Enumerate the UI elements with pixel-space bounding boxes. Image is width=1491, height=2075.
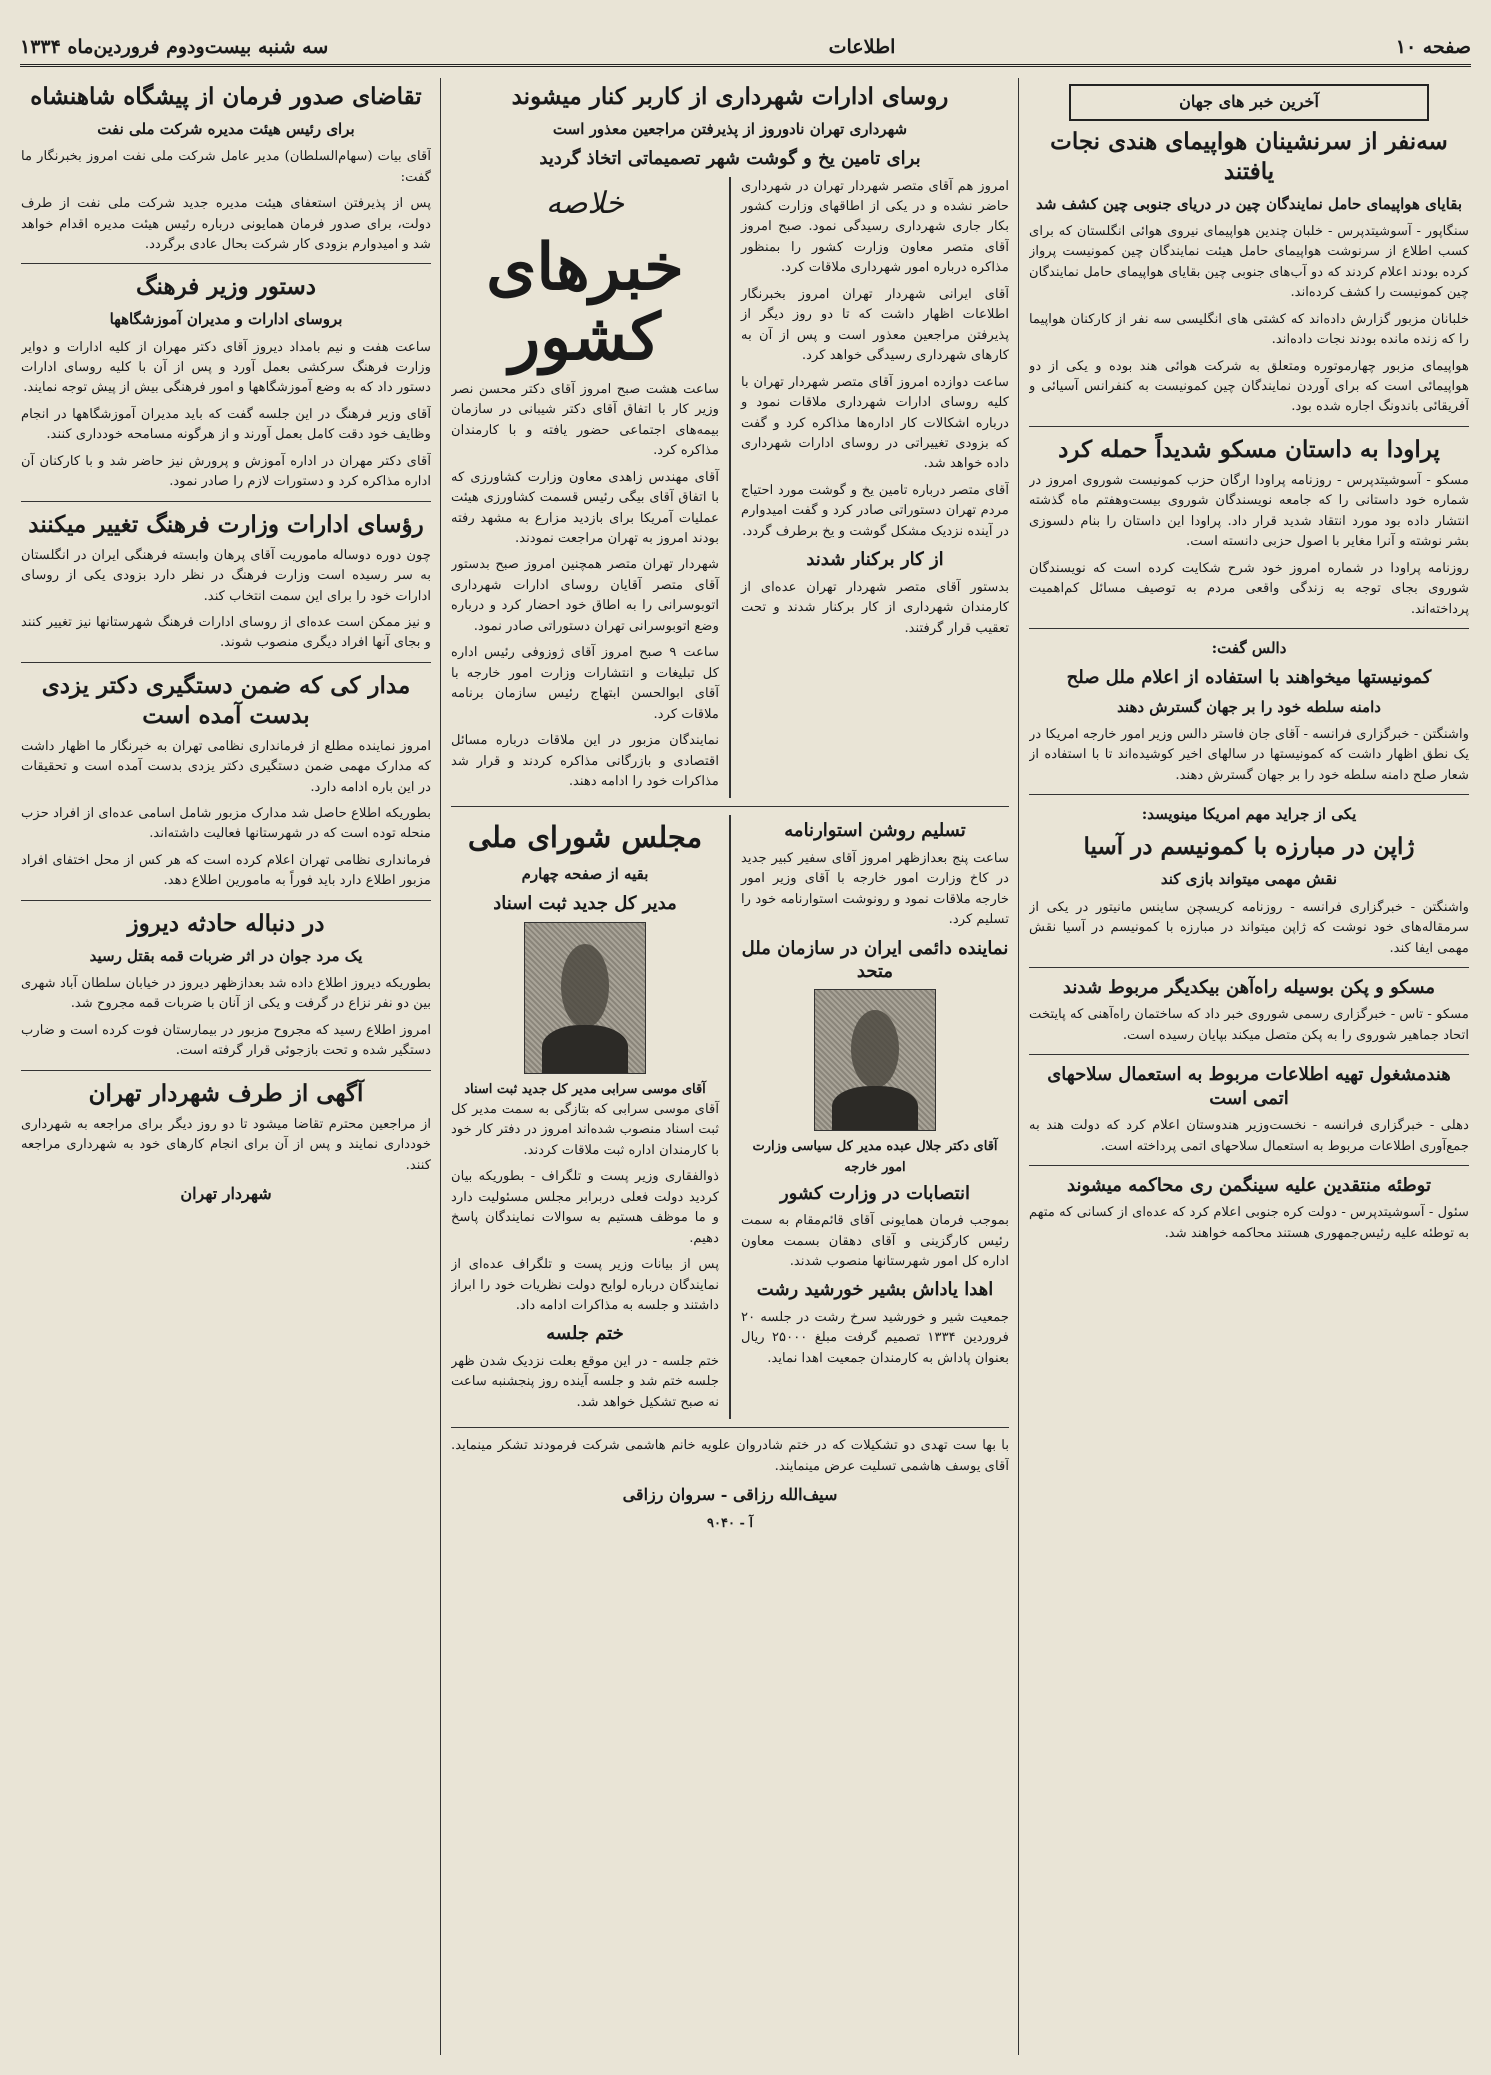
article-paragraph: مسکو - تاس - خبرگزاری رسمی شوروی خبر داد که ساختمان راه‌آهنی که پایتخت اتحاد جماهیر شوروی را به پکن متصل میکند بپایان رسیده است. [1029,1007,1469,1043]
article-paragraph: جمعیت شیر و خورشید سرخ رشت در جلسه ۲۰ فروردین ۱۳۳۴ تصمیم گرفت مبلغ ۲۵۰۰۰ ریال بعنوان پاداش به کارمندان جمعیت اهدا نماید. [741,1309,1009,1366]
article-paragraph: روزنامه پراودا در شماره امروز خود شرح شکایت کرده است که نویسندگان شوروی بجای توجه به زندگی واقعی مردم به توصیف مسائل کم‌اهمیت پرداخته‌اند. [1029,560,1469,617]
article-paragraph: ختم جلسه - در این موقع بعلت نزدیک شدن ظهر جلسه ختم شد و جلسه آینده روز پنجشنبه ساعت نه صبح تشکیل خواهد شد. [451,1353,719,1410]
inner-rule [729,815,731,1419]
article-paragraph: ذوالفقاری وزیر پست و تلگراف - بطوریکه بیان کردید دولت فعلی دربرابر مجلس مسئولیت دارد و ما موظف هستیم به سوالات نمایندگان پاسخ دهیم. [451,1169,719,1246]
article-paragraph: مسکو - آسوشیتدپرس - روزنامه پراودا ارگان حزب کمونیست شوروی امروز در شماره خود داستانی را که جامعه نویسندگان شوروی بیست‌وهفتم ماه گذشته انتشار داده بود مورد انتقاد شدید قرار داد. پراودا این داستان را بنام دلسوزی بشر نوشته و آنرا مغایر با اصول حزبی دانسته است. [1029,472,1469,550]
headline-indian-plane: سه‌نفر از سرنشینان هواپیمای هندی نجات یافتند [1050,127,1448,185]
headline-un-representative: نماینده دائمی ایران در سازمان ملل متحد [741,937,1009,983]
mayor-signature: شهردار تهران [180,1184,272,1204]
kicker-american-paper: یکی از جراید مهم امریکا مینویسد: [1141,805,1357,824]
divider [21,263,431,264]
headline-majlis: مجلس شورای ملی [467,820,703,855]
headline-session-end: ختم جلسه [546,1323,624,1345]
headline-credentials: تسلیم روشن استوارنامه [784,820,966,842]
headline-yesterday-incident: در دنباله حادثه دیروز [127,909,325,937]
continued-from-page-four: بقیه از صفحه چهارم [521,865,649,884]
article-paragraph: فرمانداری نظامی تهران اعلام کرده است که هر کس از محل اختفای افراد مزبور اطلاع دارد باید فوراً به مامورین اطلاع دهد. [21,852,431,889]
article-paragraph: بطوریکه دیروز اطلاع داده شد بعدازظهر دیروز در خیابان سلطان آباد شهری بین دو نفر نزاع در گرفت و یکی از آنان با ضربات قمه مجروح شد. [21,975,431,1012]
notice-code: آ - ۹۰۴۰ [707,1515,753,1531]
column-rule [440,78,441,2055]
headline-pravda: پراودا به داستان مسکو شدیداً حمله کرد [1058,435,1440,463]
article-paragraph: ساعت دوازده امروز آقای متصر شهردار تهران با کلیه روسای ادارات شهرداری ملاقات نمود و درباره اشکالات کار اداره‌ها مذاکره کرد و گفت که بزودی تغییراتی در روسای ادارات شهرداری داده خواهد شد. [741,374,1009,472]
column-rule [1018,78,1019,2055]
divider [1029,794,1469,795]
country-news-summary [451,177,719,799]
divider [1029,426,1469,427]
municipality-article [741,177,1009,799]
column-domestic-news [21,78,431,2055]
kicker-dulles: دالس گفت: [1211,638,1287,657]
article-paragraph: سنگاپور - آسوشیتدپرس - خلبان چندین هواپیمای نیروی هوائی انگلستان که برای کسب اطلاع از سرنوشت هواپیمای حامل هیئت نمایندگان چین کمونیست پرواز کرده بودند اعلام کردند که دو آب‌های جنوبی چین بقایای هواپیمای حامل نمایندگان چین کمونیست را کشف کرده‌اند. [1029,223,1469,301]
headline-interior-appointments: انتصابات در وزارت کشور [779,1182,971,1204]
article-paragraph: بموجب فرمان همایونی آقای قائم‌مقام به سمت رئیس کارگزینی و آقای دهقان بسمت معاون اداره کل امور شهرستانها منصوب شدند. [741,1213,1009,1269]
summary-label: خلاصه [545,185,624,221]
article-paragraph: ساعت هشت صبح امروز آقای دکتر محسن نصر وزیر کار با اتفاق آقای دکتر شیبانی در سازمان بیمه‌های اجتماعی حضور یافته و با کارمندان مذاکره کرد. [451,381,719,459]
divider [1029,1054,1469,1055]
article-paragraph: ساعت هفت و نیم بامداد دیروز آقای دکتر مهران از کلیه ادارات و دوایر وزارت فرهنگ سرکشی بعمل آورد و پس از آن با کلیه روسای ادارات دستور داد که به وضع آموزشگاهها و امور فرهنگی بیش از پیش توجه نمایند. [21,339,431,396]
page-number: صفحه ۱۰ [1395,36,1471,58]
headline-culture-minister: دستور وزیر فرهنگ [135,273,317,301]
subheadline-communists: دامنه سلطه خود را بر جهان گسترش دهند [1117,697,1381,716]
inner-rule [729,177,731,799]
article-paragraph: آقای متصر درباره تامین یخ و گوشت مورد احتیاج مردم تهران دستوراتی صادر کرد و گفت امیدوارم در آینده نزدیک مشکل گوشت و یخ برطرف گردد. [741,482,1009,539]
divider [21,501,431,502]
article-paragraph: ساعت ۹ صبح امروز آقای ژوزوفی رئیس اداره کل تبلیغات و انتشارات وزارت امور خارجه با آقای ابوالحسن ابتهاج رئیس سازمان برنامه ملاقات کرد. [451,645,720,722]
divider [21,900,431,901]
subheadline-oil-company: برای رئیس هیئت مدیره شرکت ملی نفت [97,119,355,138]
notice-signature: سیف‌الله رزاقی - سروان رزاقی [622,1485,838,1505]
article-paragraph: آقای ایرانی شهردار تهران امروز بخبرنگار اطلاعات اظهار داشت که تا دو روز دیگر از پذیرفتن مراجعین معذور است و پس از آن به کارهای شهرداری رسیدگی خواهد کرد. [741,286,1009,364]
subheadline-school-directors: بروسای ادارات و مدیران آموزشگاهها [109,310,343,329]
article-paragraph: سئول - آسوشیتدپرس - دولت کره جنوبی اعلام کرد که عده‌ای از کسانی که متهم به توطئه علیه رئیس‌جمهوری هستند محاکمه خواهند شد. [1029,1205,1469,1241]
foreign-ministry-news [741,815,1009,1419]
divider [21,1070,431,1071]
article-paragraph: ساعت پنج بعدازظهر امروز آقای سفیر کبیر جدید در کاخ وزارت امور خارجه با آقای وزیر امور خارجه ملاقات نمود و رونوشت استوارنامه خود را تسلیم کرد. [741,850,1009,928]
article-paragraph: پس از پذیرفتن استعفای هیئت مدیره جدید شرکت ملی نفت از طرف دولت، برای صدور فرمان همایونی درباره رئیس هیئت مدیره اقدام خواهد شد و امیدوارم بزودی کار شرکت بحال عادی برگردد. [21,196,431,252]
headline-mayor-notice: آگهی از طرف شهردار تهران [88,1079,364,1107]
divider [1029,967,1469,968]
article-paragraph: چون دوره دوساله ماموریت آقای پرهان وابسته فرهنگی ایران در انگلستان به سر رسیده است وزارت فرهنگ در نظر دارد بزودی یکی از روسای ادارات خود را برای این سمت انتخاب کند. [21,547,431,604]
photo-caption-sarabi: آقای موسی سرابی مدیر کل جدید ثبت اسناد [464,1081,706,1097]
headline-japan: ژاپن در مبارزه با کمونیسم در آسیا [1083,833,1415,861]
article-paragraph: پس از بیانات وزیر پست و تلگراف عده‌ای از نمایندگان درباره لوایح دولت نظریات خود را ابراز داشتند و جلسه به مذاکرات ادامه داد. [451,1257,719,1313]
article-paragraph: آقای موسی سرابی که بتازگی به سمت مدیر کل ثبت اسناد منصوب شده‌اند امروز در دفتر کار خود با کارمندان اداره ثبت ملاقات کردند. [451,1101,719,1158]
photo-caption-abdoh: آقای دکتر جلال عبده مدیر کل سیاسی وزارت امور خارجه [752,1139,998,1175]
divider [1029,1165,1469,1166]
article-paragraph: واشنگتن - خبرگزاری فرانسه - آقای جان فاستر دالس وزیر امور خارجه امریکا در یک نطق اظهار داشت که کمونیستها در سالهای اخیر کوشیده‌اند تا با استفاده از شعار صلح دامنه سلطه خود را بر جهان گسترش دهند. [1029,726,1469,783]
headline-royal-decree: تقاضای صدور فرمان از پیشگاه شاهنشاه [30,83,422,110]
article-paragraph: آقای دکتر مهران در اداره آموزش و پرورش نیز حاضر شد و با کارکنان آن اداره مذاکره کرد و دستورات لازم را صادر نمود. [21,453,431,490]
divider [1029,628,1469,629]
majlis-report [451,815,719,1419]
divider [451,806,1009,807]
paper-name: اطلاعات [828,36,896,58]
headline-communists-peace: کمونیستها میخواهند با استفاده از اعلام ملل صلح [1066,667,1432,689]
divider [451,1427,1009,1428]
headline-yazdi-documents: مدار کی که ضمن دستگیری دکتر یزدی بدست آمده است [41,671,411,729]
article-paragraph: امروز اطلاع رسید که مجروح مزبور در بیمارستان فوت کرده است و ضارب دستگیر شده و تحت بازجوئی قرار گرفته است. [21,1022,431,1059]
article-paragraph: و نیز ممکن است عده‌ای از روسای ادارات فرهنگ شهرستانها نیز تغییر کنند و بجای آنها افراد دیگری منصوب شوند. [21,614,431,651]
country-news-title: خبرهای کشور [486,230,684,376]
column-city-news [451,78,1009,2055]
section-box-world-news: آخرین خبر های جهان [1069,84,1429,121]
headline-moscow-peking-rail: مسکو و پکن بوسیله راه‌آهن بیکدیگر مربوط شدند [1062,976,1436,998]
portrait-photo-abdoh [814,989,936,1131]
article-paragraph: دهلی - خبرگزاری فرانسه - نخست‌وزیر هندوستان اعلام کرد که دولت هند به جمع‌آوری اطلاعات مربوط به استعمال سلاحهای اتمی پرداخته است. [1029,1118,1469,1154]
article-paragraph: آقای وزیر فرهنگ در این جلسه گفت که باید مدیران آموزشگاهها در انجام وظایف خود دقت کامل بعمل آورند و از هرگونه مسامحه خودداری کنند. [21,406,431,443]
article-paragraph: هواپیمای مزبور چهارموتوره ومتعلق به شرکت هوائی هند بوده و یکی از دو هواپیمائی است که برای آوردن نمایندگان چین کمونیست به کنفرانس آسیائی و آفریقائی باندونگ اجاره شده بود. [1029,358,1469,415]
subheadline-municipality: شهرداری تهران نادوروز از پذیرفتن مراجعین معذور است [552,119,908,138]
article-paragraph: آقای بیات (سهام‌السلطان) مدیر عامل شرکت ملی نفت امروز بخبرنگار ما گفت: [21,149,431,185]
divider [21,662,431,663]
article-paragraph: نمایندگان مزبور در این ملاقات درباره مسائل اقتصادی و بازرگانی مذاکره کردند و قرار شد مذاکرات خود را ادامه دهند. [451,733,719,789]
headline-dismissed: از کار برکنار شدند [806,549,944,571]
article-paragraph: واشنگتن - خبرگزاری فرانسه - روزنامه کریسچن ساینس مانیتور در یکی از سرمقاله‌های خود نوشت که ژاپن میتواند در مبارزه با کمونیسم در آسیا نقش مهمی ایفا کند. [1029,899,1469,956]
article-paragraph: آقای مهندس زاهدی معاون وزارت کشاورزی که با اتفاق آقای بیگی رئیس قسمت کشاورزی هیئت عملیات آمریکا برای بازدید مزارع به مشهد رفته بودند امروز به تهران مراجعت نمودند. [451,469,719,546]
article-paragraph: از مراجعین محترم تقاضا میشود تا دو روز دیگر برای مراجعه به شهرداری خودداری نمایند و پس از آن برای انجام کارهای خود به شهرداری مراجعه کنند. [21,1116,431,1173]
center-bottom-row [451,815,1009,1419]
center-top-row [451,177,1009,799]
article-paragraph: امروز نماینده مطلع از فرمانداری نظامی تهران به خبرنگار ما اظهار داشت که مدارک مهمی ضمن دستگیری دکتر یزدی بدست آمده است و تحقیقات در این باره ادامه دارد. [21,738,431,795]
article-paragraph: بدستور آقای متصر شهردار تهران عده‌ای از کارمندان شهرداری از کار برکنار شدند و تحت تعقیب قرار گرفتند. [741,579,1009,636]
headline-municipality-chiefs: روسای ادارات شهرداری از کاربر کنار میشوند [511,83,949,110]
subheadline-young-man-killed: یک مرد جوان در اثر ضربات قمه بقتل رسید [89,946,363,965]
subheadline-plane-wreck: بقایای هواپیمای حامل نمایندگان چین در دریای جنوبی چین کشف شد [1036,194,1462,213]
issue-date: سه شنبه بیست‌ودوم فروردین‌ماه ۱۳۳۴ [20,36,329,58]
headline-culture-chiefs: رؤسای ادارات وزارت فرهنگ تغییر میکنند [28,510,424,538]
portrait-photo-sarabi [524,922,646,1074]
headline-red-lion-sun: اهدا یاداش بشیر خورشید رشت [756,1279,994,1301]
subheadline-japan: نقش مهمی میتواند بازی کند [1160,870,1338,889]
article-paragraph: خلبانان مزبور گزارش داده‌اند که کشتی های انگلیسی سه نفر از کارکنان هواپیما را که زنده مانده بودند نجات داده‌اند. [1029,311,1469,348]
subheadline-ice-meat: برای تامین یخ و گوشت شهر تصمیماتی اتخاذ گردید [539,148,921,170]
headline-india-atomic: هندمشغول تهیه اطلاعات مربوط به استعمال سلاحهای اتمی است [1047,1064,1451,1109]
masthead [20,30,1471,67]
headline-registry-director: مدیر کل جدید ثبت اسناد [493,893,677,915]
headline-syngman-rhee: توطئه منتقدین علیه سینگمن ری محاکمه میشوند [1067,1174,1431,1196]
article-paragraph: بطوریکه اطلاع حاصل شد مدارک مزبور شامل اسامی عده‌ای از افراد حزب منحله توده است که در شهرستانها فعالیت داشته‌اند. [21,806,431,842]
article-paragraph: شهردار تهران متصر همچنین امروز صبح بدستور آقای متصر آقایان روسای ادارات شهرداری اتوبوسرانی را به اطاق خود احضار کرد و درباره وضع اتوبوسرانی تهران دستوراتی صادر نمود. [451,557,719,634]
column-world-news [1029,78,1469,2055]
condolence-notice: با بها ست تهدی دو تشکیلات که در ختم شادروان علویه خانم هاشمی شرکت فرمودند تشکر مینماید. آقای یوسف هاشمی تسلیت عرض مینمایند. [451,1438,1009,1474]
article-paragraph: امروز هم آقای متصر شهردار تهران در شهرداری حاضر نشده و در یکی از اطاقهای وزارت کشور بکار جاری شهرداری رسیدگی نمود. صبح امروز آقای متصر معاون وزارت کشور را بمنظور مذاکره درباره امور شهرداری ملاقات کرد. [741,178,1009,276]
